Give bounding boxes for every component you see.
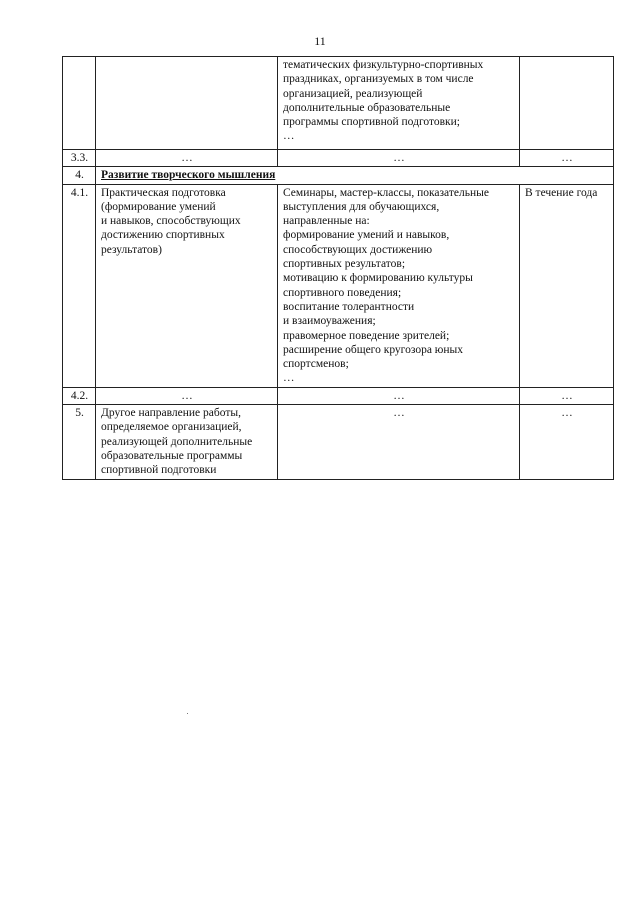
text-line: спортивной подготовки — [101, 464, 217, 477]
row-number: 4.1. — [63, 184, 96, 387]
text-line: правомерное поведение зрителей; — [283, 329, 450, 342]
text-line: способствующих достижению — [283, 243, 433, 256]
text-line: Другое направление работы, — [101, 407, 241, 420]
text-line: праздниках, организуемых в том числе — [283, 73, 474, 86]
activity-cell — [278, 184, 520, 387]
activity-cell — [278, 57, 520, 150]
text-line: Семинары, мастер-классы, показательные — [283, 186, 489, 199]
scan-speck — [187, 713, 188, 714]
table-row — [63, 150, 614, 167]
text-line: программы спортивной подготовки; — [283, 116, 460, 129]
text-line: и навыков, способствующих — [101, 215, 241, 228]
text-line: спортивного поведения; — [283, 286, 402, 299]
text-line: тематических физкультурно-спортивных — [283, 59, 484, 71]
text-line: организацией, реализующей — [283, 87, 423, 100]
name-cell — [96, 57, 278, 150]
row-number: 4. — [63, 167, 96, 184]
section-title-cell — [96, 167, 614, 184]
text-line: достижению спортивных — [101, 229, 225, 242]
text-line: … — [283, 130, 295, 143]
sports-training-plan-table — [62, 56, 614, 480]
table-row — [63, 387, 614, 404]
row-number: 5. — [63, 405, 96, 479]
name-cell — [96, 184, 278, 387]
text-line: спортивных результатов; — [283, 258, 406, 271]
text-line: образовательные программы — [101, 449, 243, 462]
text-line: направленные на: — [283, 215, 370, 228]
text-line: (формирование умений — [101, 200, 216, 213]
activity-cell: … — [278, 387, 520, 404]
row-number: 3.3. — [63, 150, 96, 167]
text-line: и взаимоуважения; — [283, 315, 376, 328]
text-line: Практическая подготовка — [101, 186, 226, 199]
section-title: Развитие творческого мышления — [101, 169, 276, 182]
period-cell — [520, 405, 614, 479]
text-line: реализующей дополнительные — [101, 435, 253, 448]
ellipsis: … — [393, 407, 405, 420]
period-cell: … — [520, 150, 614, 167]
text-line: мотивацию к формированию культуры — [283, 272, 473, 285]
number-cell — [63, 57, 96, 150]
table-row — [63, 405, 614, 479]
text-line: дополнительные образовательные — [283, 101, 451, 114]
table-row — [63, 184, 614, 387]
text-line: результатов) — [101, 243, 162, 256]
section-row — [63, 167, 614, 184]
period-cell — [520, 57, 614, 150]
text-line: расширение общего кругозора юных — [283, 343, 464, 356]
period-cell: … — [520, 387, 614, 404]
text-line: … — [283, 372, 295, 385]
activity-cell — [278, 405, 520, 479]
table-row — [63, 57, 614, 150]
row-number: 4.2. — [63, 387, 96, 404]
name-cell — [96, 405, 278, 479]
text-line: воспитание толерантности — [283, 300, 415, 313]
page-number: 11 — [314, 34, 326, 48]
name-cell: … — [96, 387, 278, 404]
text-line: спортсменов; — [283, 358, 349, 371]
name-cell: … — [96, 150, 278, 167]
ellipsis: … — [561, 407, 573, 420]
activity-cell: … — [278, 150, 520, 167]
text-line: определяемое организацией, — [101, 421, 242, 434]
text-line: формирование умений и навыков, — [283, 229, 450, 242]
text-line: выступления для обучающихся, — [283, 200, 440, 213]
period-cell: В течение года — [520, 184, 614, 387]
